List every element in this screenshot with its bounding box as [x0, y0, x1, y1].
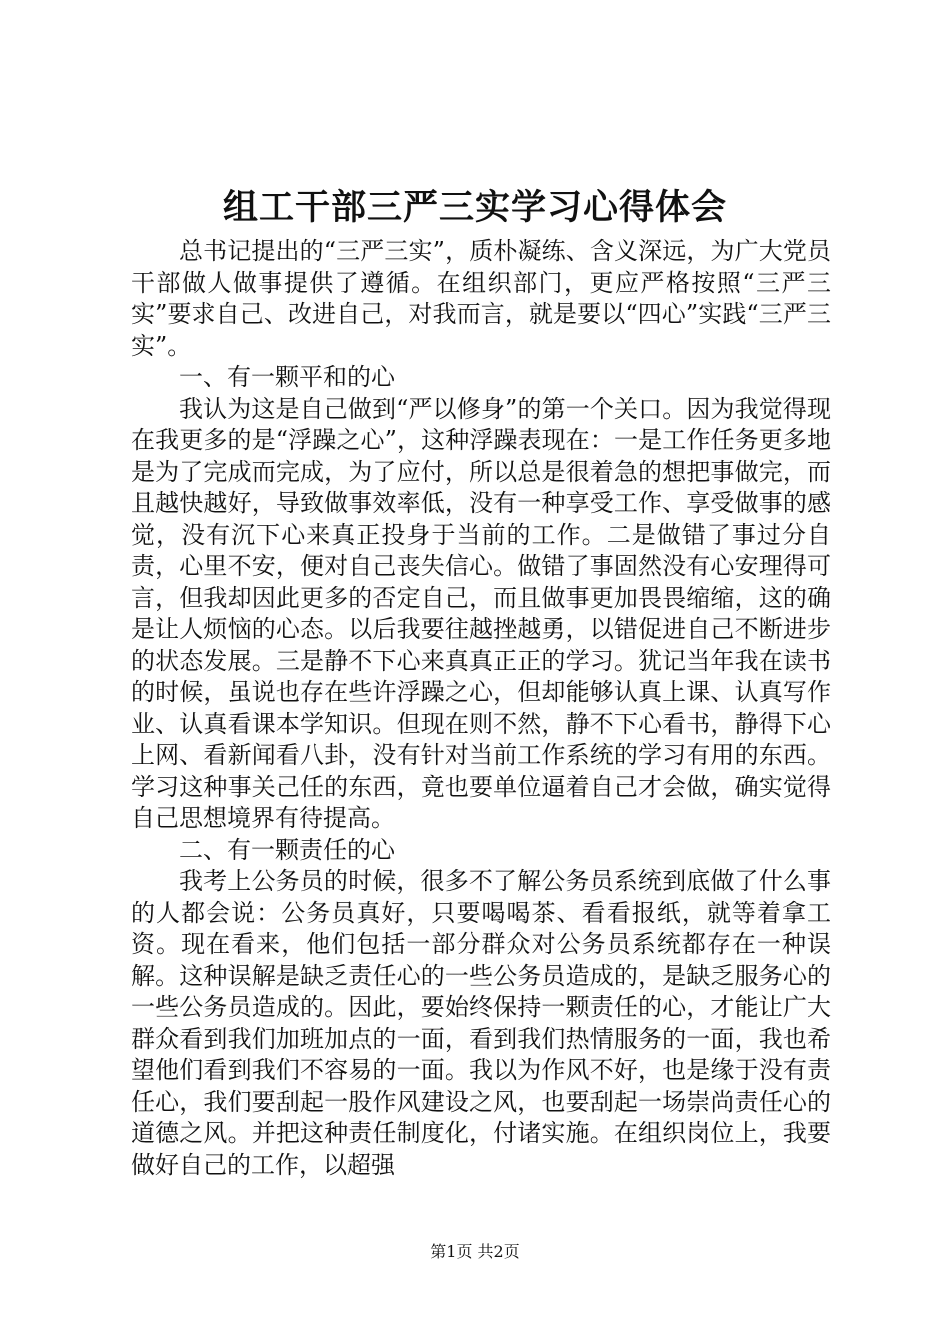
document-body — [131, 236, 831, 1181]
section-heading: 一、有一颗平和的心 — [179, 363, 395, 391]
body-paragraph: 我考上公务员的时候，很多不了解公务员系统到底做了什么事的人都会说：公务员真好，只要喝喝茶、看看报纸，就等着拿工资。现在看来，他们包括一部分群众对公务员系统都存在一种误解。这种误解是缺乏责任心的一些公务员造成的，是缺乏服务心的一些公务员造成的。因此，要始终保持一颗责任的心，才能让广大群众看到我们加班加点的一面，看到我们热情服务的一面，我也希望他们看到我们不容易的一面。我以为作风不好，也是缘于没有责任心，我们要刮起一股作风建设之风，也要刮起一场崇尚责任心的道德之风。并把这种责任制度化，付诸实施。在组织岗位上，我要做好自己的工作，以超强 — [131, 867, 831, 1179]
document-title: 组工干部三严三实学习心得体会 — [222, 187, 727, 228]
section-heading: 二、有一颗责任的心 — [179, 835, 395, 864]
body-paragraph: 总书记提出的“三严三实”，质朴凝练、含义深远，为广大党员干部做人做事提供了遵循。在组织部门，更应严格按照“三严三实”要求自己、改进自己，对我而言，就是要以“四心”实践“三严三实”。 — [131, 237, 831, 360]
body-paragraph: 我认为这是自己做到“严以修身”的第一个关口。因为我觉得现在我更多的是“浮躁之心”，这种浮躁表现在：一是工作任务更多地是为了完成而完成，为了应付，所以总是很着急的想把事做完，而且越快越好，导致做事效率低，没有一种享受工作、享受做事的感觉，没有沉下心来真正投身于当前的工作。二是做错了事过分自责，心里不安，便对自己丧失信心。做错了事固然没有心安理得可言，但我却因此更多的否定自己，而且做事更加畏畏缩缩，这的确是让人烦恼的心态。以后我要往越挫越勇，以错促进自己不断进步的状态发展。三是静不下心来真真正正的学习。犹记当年我在读书的时候，虽说也存在些许浮躁之心，但却能够认真上课、认真写作业、认真看课本学知识。但现在则不然，静不下心看书，静得下心上网、看新闻看八卦，没有针对当前工作系统的学习有用的东西。学习这种事关己任的东西，竟也要单位逼着自己才会做，确实觉得自己思想境界有待提高。 — [131, 394, 831, 832]
page-number-footer: 第1页 共2页 — [430, 1242, 520, 1261]
